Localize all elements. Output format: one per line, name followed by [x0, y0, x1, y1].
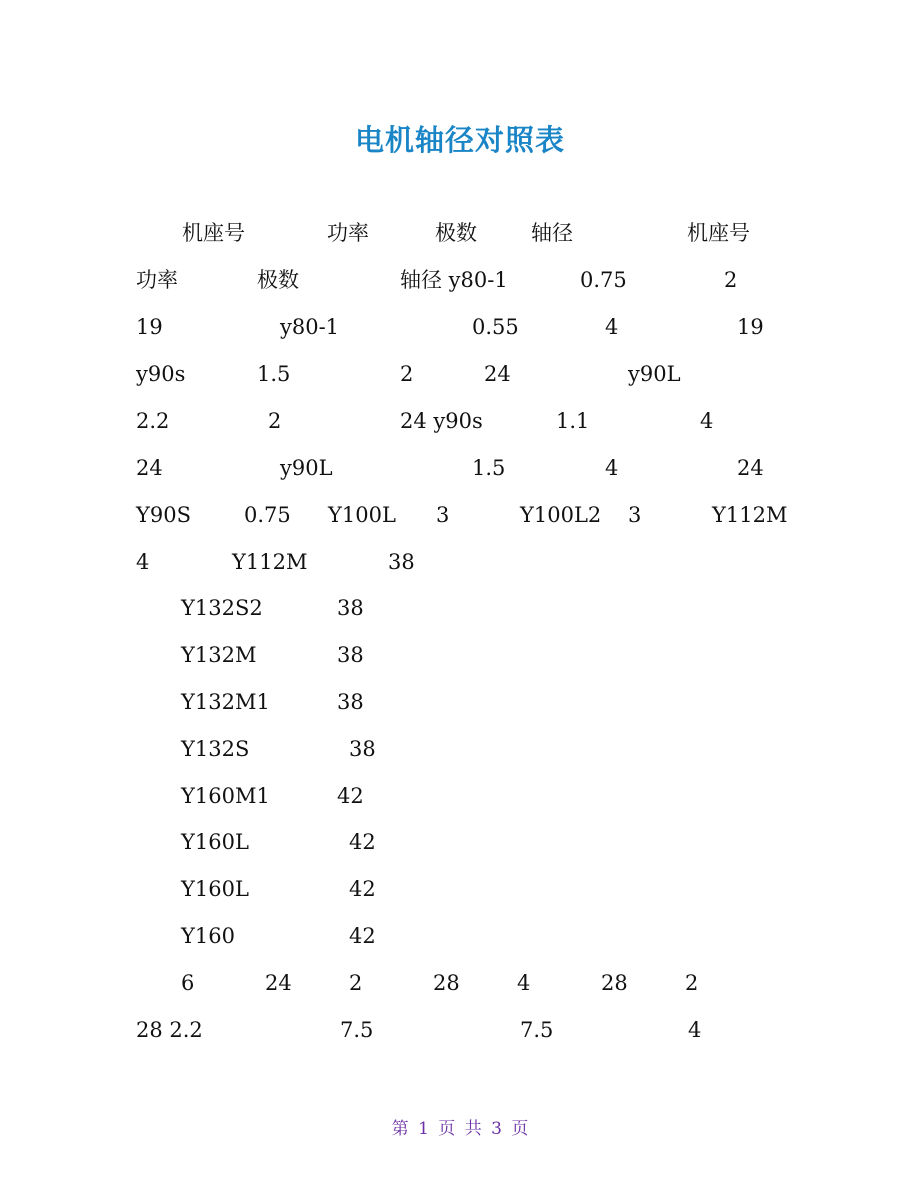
- text-token: Y132M1: [181, 690, 270, 714]
- text-token: 轴径 y80-1: [400, 268, 508, 292]
- text-line: [0, 874, 920, 904]
- text-token: y90s: [136, 362, 186, 386]
- text-token: 1.1: [556, 409, 590, 433]
- text-line: [0, 265, 920, 295]
- text-line: [0, 359, 920, 389]
- text-token: 24: [265, 971, 292, 995]
- text-token: 42: [349, 877, 376, 901]
- text-line: [0, 968, 920, 998]
- text-token: 24: [484, 362, 511, 386]
- text-token: 3: [436, 503, 450, 527]
- text-token: 2: [349, 971, 363, 995]
- text-token: Y112M: [712, 503, 788, 527]
- text-line: [0, 921, 920, 951]
- text-token: Y90S: [136, 503, 191, 527]
- text-line: [0, 687, 920, 717]
- text-token: y90L: [280, 456, 333, 480]
- text-token: Y100L2: [520, 503, 602, 527]
- text-token: 极数: [435, 221, 477, 245]
- text-line: [0, 453, 920, 483]
- text-token: 4: [517, 971, 531, 995]
- text-token: 2: [685, 971, 699, 995]
- text-line: [0, 593, 920, 623]
- text-token: 0.75: [244, 503, 291, 527]
- text-token: 38: [337, 643, 364, 667]
- text-token: 42: [349, 830, 376, 854]
- text-token: 机座号: [687, 221, 750, 245]
- text-token: 7.5: [340, 1018, 374, 1042]
- text-token: Y112M: [232, 550, 308, 574]
- text-token: 3: [628, 503, 642, 527]
- text-line: [0, 218, 920, 248]
- text-token: 24 y90s: [400, 409, 483, 433]
- text-token: 4: [700, 409, 714, 433]
- text-line: [0, 734, 920, 764]
- text-token: Y100L: [328, 503, 396, 527]
- text-token: 0.55: [472, 315, 519, 339]
- text-token: 2: [724, 268, 738, 292]
- text-token: 38: [388, 550, 415, 574]
- text-token: 机座号: [182, 221, 245, 245]
- text-token: Y160M1: [181, 784, 270, 808]
- text-token: 28 2.2: [136, 1018, 203, 1042]
- text-line: [0, 1015, 920, 1045]
- text-token: 19: [737, 315, 764, 339]
- text-token: Y132M: [181, 643, 257, 667]
- text-token: 2.2: [136, 409, 170, 433]
- text-line: [0, 827, 920, 857]
- text-token: y90L: [628, 362, 681, 386]
- text-token: Y160L: [181, 830, 249, 854]
- text-token: 功率: [136, 268, 178, 292]
- text-token: 28: [433, 971, 460, 995]
- text-token: 28: [601, 971, 628, 995]
- text-token: 38: [337, 596, 364, 620]
- text-token: 1.5: [257, 362, 291, 386]
- text-line: [0, 312, 920, 342]
- text-token: 38: [337, 690, 364, 714]
- text-token: 4: [136, 550, 150, 574]
- text-token: y80-1: [280, 315, 340, 339]
- text-token: 4: [688, 1018, 702, 1042]
- text-token: Y132S: [181, 737, 250, 761]
- text-token: 24: [737, 456, 764, 480]
- text-token: 19: [136, 315, 163, 339]
- text-token: 0.75: [580, 268, 627, 292]
- text-token: 4: [605, 315, 619, 339]
- text-token: 功率: [327, 221, 369, 245]
- text-token: 2: [400, 362, 414, 386]
- text-token: 24: [136, 456, 163, 480]
- text-token: 6: [181, 971, 195, 995]
- text-token: 轴径: [531, 221, 573, 245]
- text-token: 1.5: [472, 456, 506, 480]
- text-token: 42: [349, 924, 376, 948]
- text-token: 42: [337, 784, 364, 808]
- text-token: 极数: [257, 268, 299, 292]
- text-token: Y160: [181, 924, 235, 948]
- text-line: [0, 640, 920, 670]
- text-token: Y160L: [181, 877, 249, 901]
- text-token: 4: [605, 456, 619, 480]
- text-token: 38: [349, 737, 376, 761]
- text-line: [0, 547, 920, 577]
- text-token: 2: [268, 409, 282, 433]
- text-token: Y132S2: [181, 596, 263, 620]
- text-line: [0, 781, 920, 811]
- page-footer: 第 1 页 共 3 页: [391, 1119, 529, 1139]
- text-line: [0, 500, 920, 530]
- text-line: [0, 406, 920, 436]
- document-title: 电机轴径对照表: [354, 123, 565, 157]
- text-token: 7.5: [520, 1018, 554, 1042]
